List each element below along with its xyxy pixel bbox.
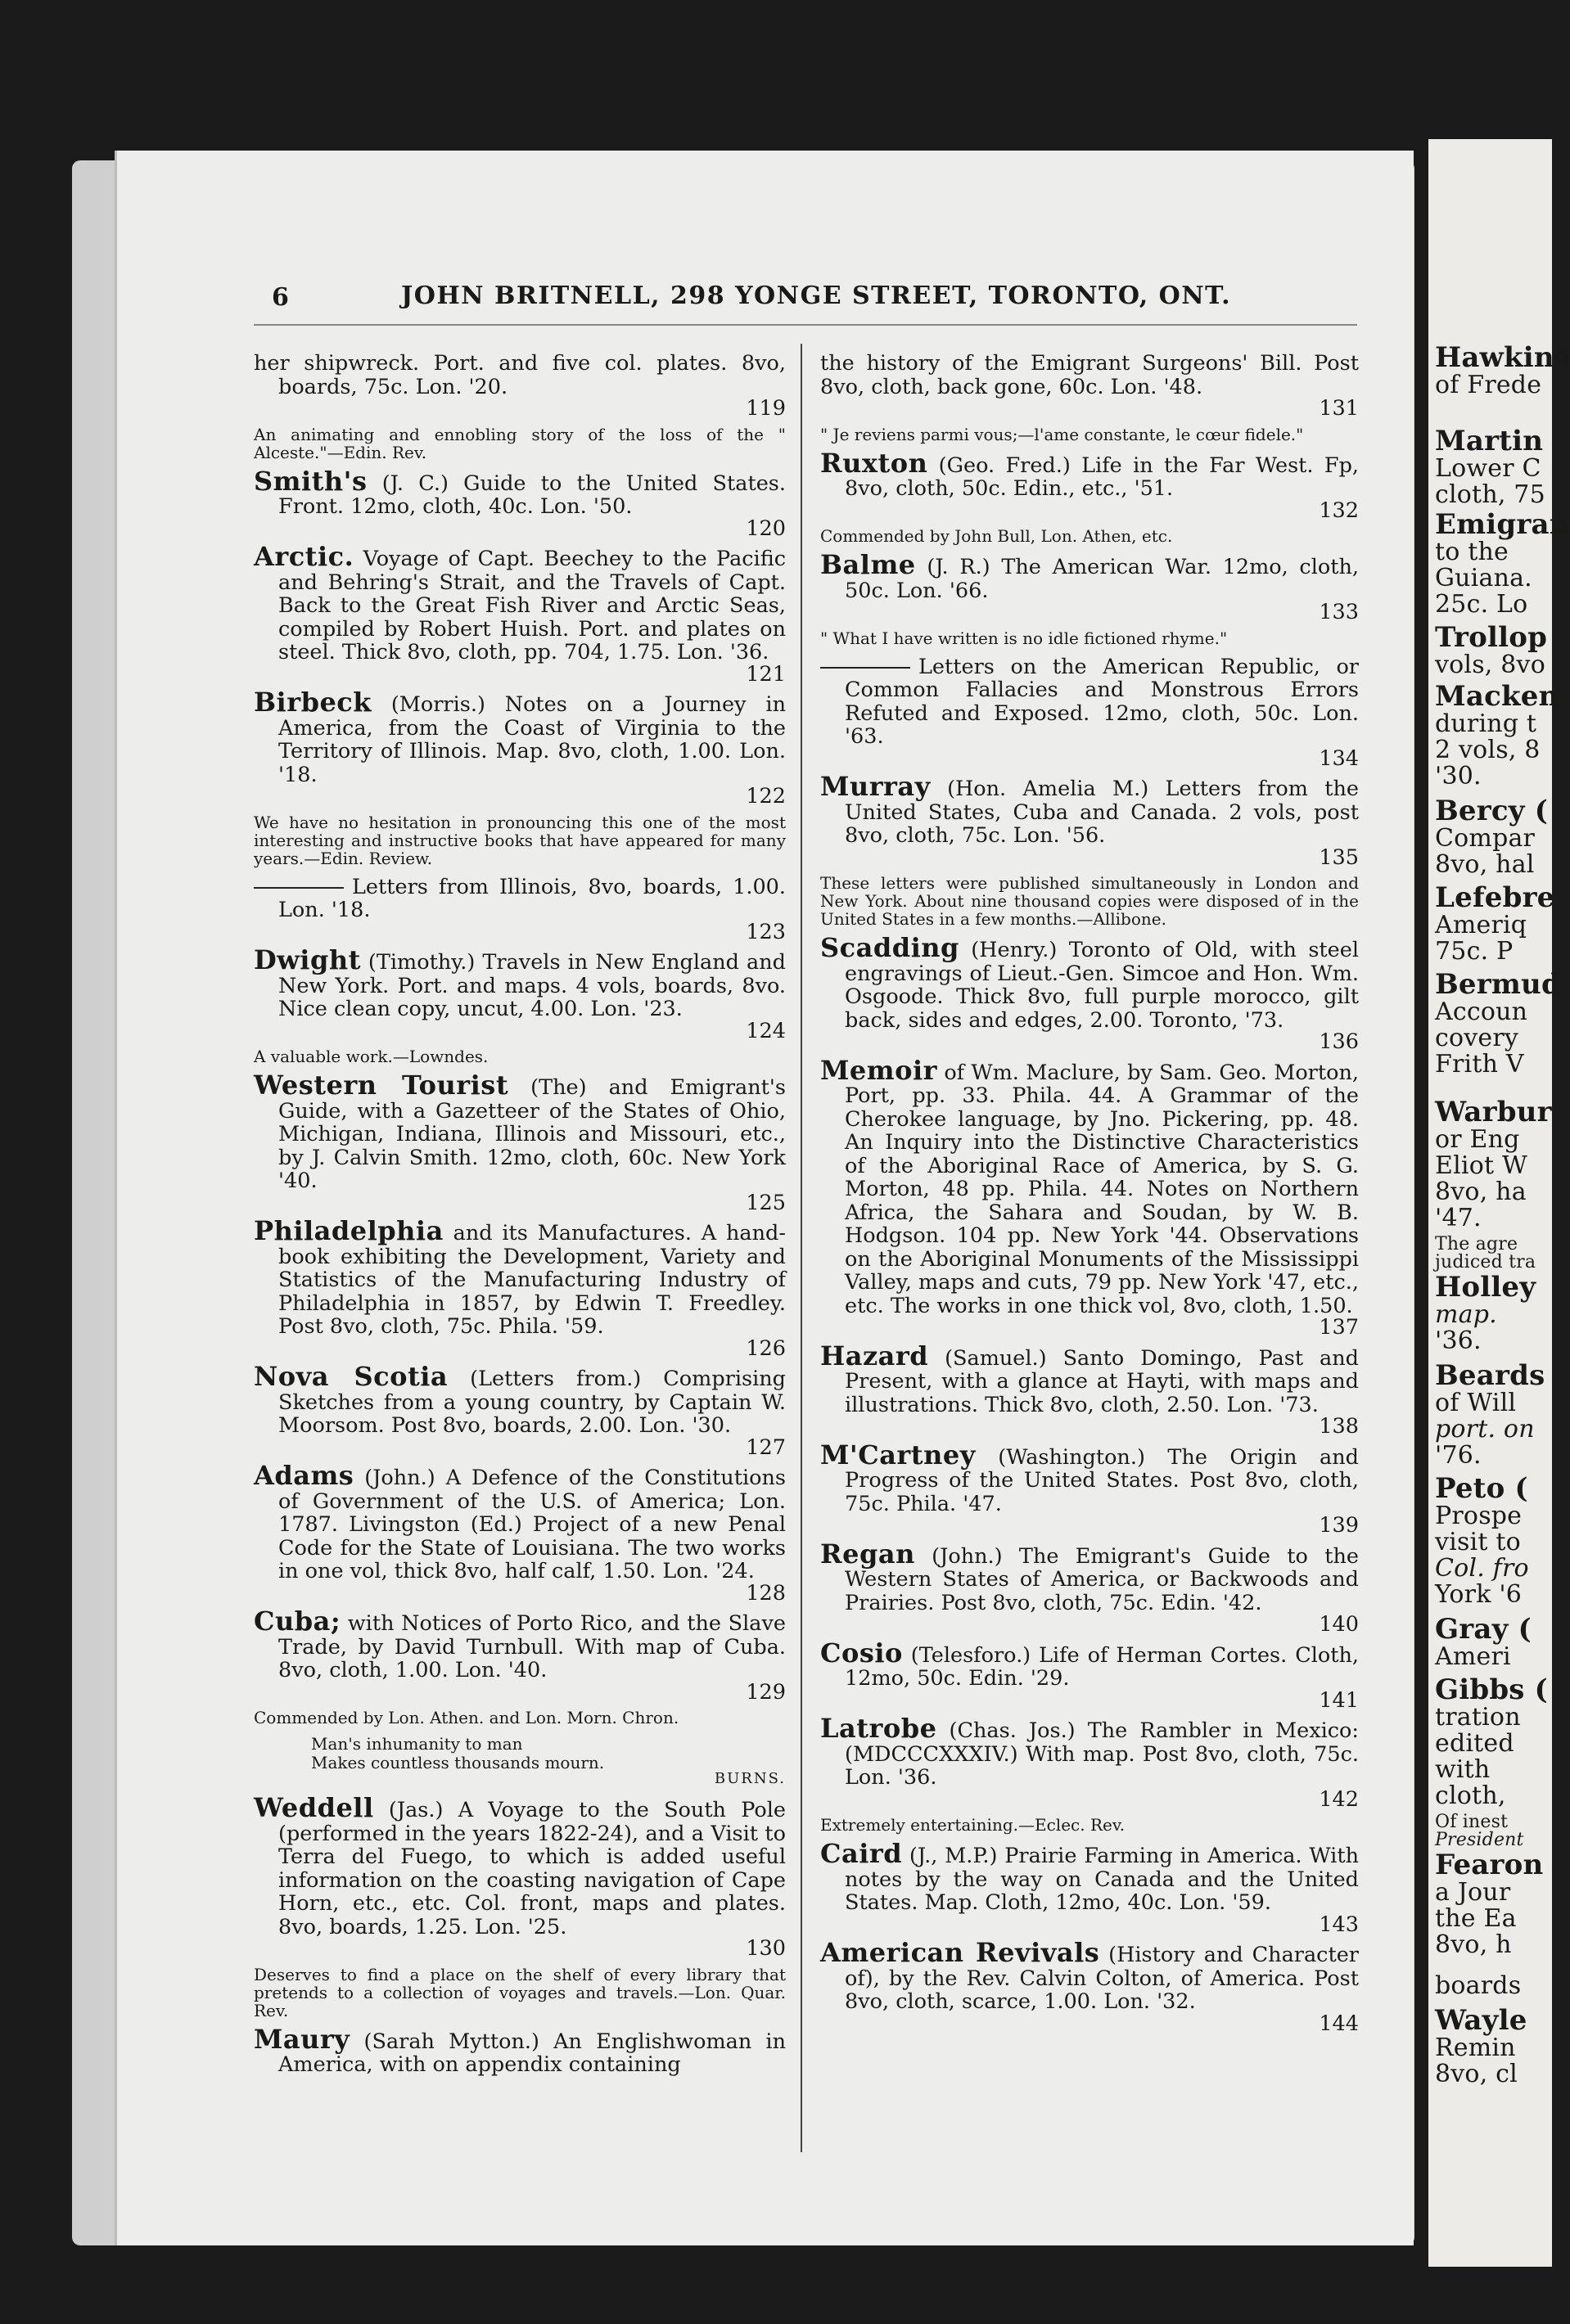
entry-quote: Extremely entertaining.—Eclec. Rev. [820,1815,1126,1835]
entry-137: Memoir of Wm. Maclure, by Sam. Geo. Morton, Port, pp. 33. Phila. 44. A Grammar of the Cherokee language, by Jno. Pickering, pp. 48. An Inquiry into the Distinctive Characteristics of the Aboriginal Race of America, by S. G. Morton, 48 pp. Phila. 44. Notes on Northern Africa, the Sahara and Soudan, by W. B. Hodgson. 104 pp. New York '44. Observations on the Aboriginal Monuments of the Mississippi Valley, maps and cuts, 79 pp. New York '47, etc., etc. The works in one thick vol, 8vo, cloth, 1.50. 137 [820,1054,1359,1340]
entry-123: Letters from Illinois, 8vo, boards, 1.00. Lon. '18. 123 [254,876,786,944]
entry-126: Philadelphia and its Manufactures. A hand-book exhibiting the Development, Variety and Statistics of the Manufacturing Industry of Philadelphia in 1857, by Edwin T. Freedley. Post 8vo, cloth, 75c. Phila. '59. 126 [254,1215,786,1361]
entry-heading: Cuba; [254,1606,341,1637]
entry-number: 123 [746,919,786,944]
entry-144: American Revivals (History and Character of), by the Rev. Calvin Colton, of America. Post 8vo, cloth, scarce, 1.00. Lon. '32. 144 [820,1937,1359,2036]
entry-135: Murray (Hon. Amelia M.) Letters from the United States, Cuba and Canada. 2 vols, post 8vo, cloth, 75c. Lon. '56. 135 [820,771,1359,870]
right-column [820,352,1359,2040]
entry-quote: Deserves to find a place on the shelf of every library that pretends to a collection of voyages and travels.—Lon. Quar. Rev. [254,1964,786,2020]
entry-142: Latrobe (Chas. Jos.) The Rambler in Mexico: (MDCCCXXXIV.) With map. Post 8vo, cloth, 75c. Lon. '36. 142 [820,1713,1359,1812]
header-title: JOHN BRITNELL, 298 YONGE STREET, TORONTO, ONT. [401,281,1232,310]
verse-quote: Man's inhumanity to man Makes countless thousands mourn. BURNS. [311,1734,786,1787]
entry-120: Smith's (J. C.) Guide to the United States. Front. 12mo, cloth, 40c. Lon. '50. 120 [254,465,786,541]
entry-heading: Adams [254,1460,354,1491]
entry-quote: Commended by John Bull, Lon. Athen, etc. [820,526,1173,546]
entry-quote: We have no hesitation in pronouncing this one of the most interesting and instructive books that have appeared for many years.—Edin. Review. [254,812,786,868]
entry-number: 136 [1319,1029,1359,1054]
entry-number: 144 [1319,2011,1359,2036]
entry-130: Weddell (Jas.) A Voyage to the South Pole (performed in the years 1822-24), and a Visit to Terra del Fuego, to which is added useful information on the coasting navigation of Cape Horn, etc., etc. Col. front, maps and plates. 8vo, boards, 1.25. Lon. '25. 130 [254,1792,786,1961]
entry-number: 134 [1319,745,1359,771]
entry-124: Dwight (Timothy.) Travels in New England and New York. Port. and maps. 4 vols, boards, 8vo. Nice clean copy, uncut, 4.00. Lon. '23. 124 [254,944,786,1043]
entry-138: Hazard (Samuel.) Santo Domingo, Past and Present, with a glance at Hayti, with maps and illustrations. Thick 8vo, cloth, 2.50. Lon. '73. 138 [820,1340,1359,1439]
entry-132: Ruxton (Geo. Fred.) Life in the Far West. Fp, 8vo, cloth, 50c. Edin., etc., '51. 132 [820,447,1359,523]
entry-heading: Caird [820,1838,903,1869]
entry-119: her shipwreck. Port. and five col. plates. 8vo, boards, 75c. Lon. '20. 119 [254,351,786,421]
entry-heading: Nova Scotia [254,1361,449,1392]
entry-141: Cosio (Telesforo.) Life of Herman Cortes. Cloth, 12mo, 50c. Edin. '29. 141 [820,1637,1359,1713]
entry-number: 124 [746,1018,786,1043]
entry-134: Letters on the American Republic, or Common Fallacies and Monstrous Errors Refuted and Exposed. 12mo, cloth, 50c. Lon. '63. 134 [820,655,1359,771]
header-rule [254,324,1357,326]
entry-number: 130 [746,1936,786,1961]
entry-quote: An animating and ennobling story of the loss of the " Alceste."—Edin. Rev. [254,424,786,462]
entry-number: 142 [1319,1786,1359,1812]
entry-heading: Memoir [820,1054,937,1086]
entry-number: 140 [1319,1612,1359,1637]
entry-heading: Ruxton [820,447,928,479]
entry-122: Birbeck (Morris.) Notes on a Journey in America, from the Coast of Virginia to the Territory of Illinois. Map. 8vo, cloth, 1.00. Lon. '18. 122 [254,687,786,808]
entry-number: 121 [746,661,786,687]
entry-number: 137 [1319,1315,1359,1340]
page-header [147,281,1342,321]
entry-136: Scadding (Henry.) Toronto of Old, with steel engravings of Lieut.-Gen. Simcoe and Hon. Wm. Osgoode. Thick 8vo, full purple morocco, gilt back, sides and edges, 2.00. Toronto, '73. 136 [820,932,1359,1054]
entry-127: Nova Scotia (Letters from.) Comprising Sketches from a young country, by Captain W. Moorsom. Post 8vo, boards, 2.00. Lon. '30. 127 [254,1361,786,1460]
entry-number: 129 [746,1679,786,1705]
next-page-edge: Hawkins of Frede Martin Lower C cloth, 75 Emigran to the Guiana. 25c. Lo Trollop vols, 8vo Macken during t 2 vols, 8 '30. Bercy ( Compar 8vo, hal Lefebre Ameriq 75c. P Bermud Accoun covery Frith V Warbur or Eng Eliot W 8vo, ha '47. The agre judiced tra Holley map. '36. Beards of Will port. on '76. Peto ( Prospe visit to Col. fro York '6 Gray ( Ameri Gibbs ( tration edited with cloth, Of inest President Fearon a Jour the Ea 8vo, h boards Wayle Remin 8vo, cl [1428,139,1552,2267]
entry-heading: Arctic. [254,541,354,572]
entry-heading: American Revivals [820,1937,1100,1968]
entry-maury: Maury (Sarah Mytton.) An Englishwoman in America, with on appendix containing [254,2023,786,2077]
entry-number: 138 [1319,1414,1359,1439]
entry-number: 119 [746,396,786,421]
verse-signature: BURNS. [714,1770,786,1787]
left-column [254,352,786,2082]
entry-131: the history of the Emigrant Surgeons' Bill. Post 8vo, cloth, back gone, 60c. Lon. '48. 131 [820,351,1359,421]
entry-heading: Murray [820,771,931,802]
entry-heading: Balme [820,549,916,580]
entry-heading: Cosio [820,1637,903,1669]
entry-heading: Western Tourist [254,1070,509,1101]
entry-heading: Latrobe [820,1713,937,1744]
entry-140: Regan (John.) The Emigrant's Guide to the Western States of America, or Backwoods and Prairies. Post 8vo, cloth, 75c. Edin. '42. 140 [820,1538,1359,1637]
entry-quote: " Je reviens parmi vous;—l'ame constante, le cœur fidele." [820,424,1304,444]
entry-133: Balme (J. R.) The American War. 12mo, cloth, 50c. Lon. '66. 133 [820,549,1359,624]
entry-number: 141 [1319,1687,1359,1713]
entry-heading: M'Cartney [820,1439,976,1471]
entry-129: Cuba; with Notices of Porto Rico, and the Slave Trade, by David Turnbull. With map of Cuba. 8vo, cloth, 1.00. Lon. '40. 129 [254,1606,786,1705]
entry-heading: Regan [820,1538,915,1570]
entry-number: 135 [1319,844,1359,870]
entry-number: 126 [746,1335,786,1361]
entry-143: Caird (J., M.P.) Prairie Farming in America. With notes by the way on Canada and the United States. Map. Cloth, 12mo, 40c. Lon. '59. 143 [820,1838,1359,1937]
entry-quote: A valuable work.—Lowndes. [254,1047,489,1066]
entry-heading: Philadelphia [254,1215,444,1246]
entry-heading: Weddell [254,1792,374,1823]
entry-128: Adams (John.) A Defence of the Constitutions of Government of the U.S. of America; Lon. 1787. Livingston (Ed.) Project of a new Penal Code for the State of Louisiana. The two works in one vol, thick 8vo, half calf, 1.50. Lon. '24. 128 [254,1460,786,1606]
entry-number: 139 [1319,1513,1359,1538]
entry-heading: Smith's [254,465,368,497]
entry-number: 131 [1319,396,1359,421]
entry-quote: Commended by Lon. Athen. and Lon. Morn. Chron. [254,1708,679,1727]
entry-number: 125 [746,1190,786,1215]
entry-heading: Hazard [820,1340,929,1371]
column-divider [801,344,802,2152]
entry-139: M'Cartney (Washington.) The Origin and Progress of the United States. Post 8vo, cloth, 75c. Phila. '47. 139 [820,1439,1359,1538]
entry-heading: Birbeck [254,687,372,718]
entry-quote: These letters were published simultaneously in London and New York. About nine thousand copies were disposed of in the United States in a few months.—Allibone. [820,873,1359,929]
entry-number: 132 [1319,498,1359,523]
ditto-dash [254,887,344,889]
entry-heading: Scadding [820,932,959,963]
entry-121: Arctic. Voyage of Capt. Beechey to the Pacific and Behring's Strait, and the Travels of Capt. Back to the Great Fish River and Arctic Seas, compiled by Robert Huish. Port. and plates on steel. Thick 8vo, cloth, pp. 704, 1.75. Lon. '36. 121 [254,541,786,687]
entry-heading: Dwight [254,944,361,975]
entry-125: Western Tourist (The) and Emigrant's Guide, with a Gazetteer of the States of Ohio, Michigan, Indiana, Illinois and Missouri, etc., by J. Calvin Smith. 12mo, cloth, 60c. New York '40. 125 [254,1070,787,1215]
entry-number: 122 [746,784,786,808]
entry-number: 143 [1319,1912,1359,1937]
entry-number: 128 [746,1580,786,1606]
page-number: 6 [272,283,291,312]
entry-number: 133 [1319,600,1359,624]
entry-heading: Maury [254,2023,350,2055]
entry-quote: " What I have written is no idle fictioned rhyme." [820,628,1228,648]
ditto-dash [820,667,910,669]
entry-number: 120 [746,516,786,541]
entry-number: 127 [746,1434,786,1460]
